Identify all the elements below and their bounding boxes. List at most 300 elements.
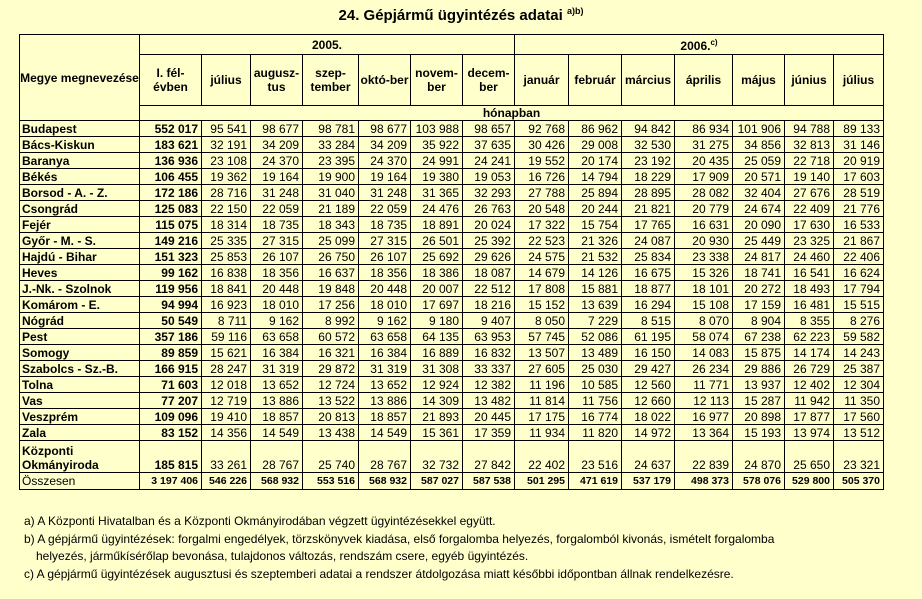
month-value: 22 839 [675, 441, 733, 473]
county-name: Csongrád [20, 201, 140, 217]
month-value: 568 932 [359, 473, 411, 490]
month-value: 16 675 [622, 265, 675, 281]
month-value: 13 482 [463, 393, 515, 409]
month-value: 34 209 [251, 137, 303, 153]
month-value: 25 853 [202, 249, 251, 265]
month-value: 8 711 [202, 313, 251, 329]
month-value: 17 697 [411, 297, 463, 313]
month-value: 11 196 [515, 377, 569, 393]
month-value: 19 362 [202, 169, 251, 185]
half-year-value: 71 603 [140, 377, 202, 393]
half-year-value: 149 216 [140, 233, 202, 249]
month-value: 31 146 [834, 137, 884, 153]
month-value: 16 541 [785, 265, 834, 281]
month-value: 18 343 [303, 217, 359, 233]
month-value: 505 370 [834, 473, 884, 490]
month-value: 20 445 [463, 409, 515, 425]
month-value: 18 022 [622, 409, 675, 425]
month-header-2006-0: január [515, 55, 569, 106]
month-value: 498 373 [675, 473, 733, 490]
month-value: 20 448 [359, 281, 411, 297]
month-value: 18 216 [463, 297, 515, 313]
month-value: 25 030 [569, 361, 622, 377]
month-value: 63 658 [251, 329, 303, 345]
month-value: 24 370 [251, 153, 303, 169]
month-value: 17 877 [785, 409, 834, 425]
month-value: 67 238 [733, 329, 785, 345]
month-value: 33 284 [303, 137, 359, 153]
month-value: 16 624 [834, 265, 884, 281]
month-value: 12 018 [202, 377, 251, 393]
month-value: 8 992 [303, 313, 359, 329]
month-value: 17 175 [515, 409, 569, 425]
month-value: 13 974 [785, 425, 834, 441]
month-value: 24 476 [411, 201, 463, 217]
month-value: 18 386 [411, 265, 463, 281]
month-value: 13 522 [303, 393, 359, 409]
month-value: 8 355 [785, 313, 834, 329]
month-value: 18 314 [202, 217, 251, 233]
month-value: 25 387 [834, 361, 884, 377]
month-value: 16 774 [569, 409, 622, 425]
half-year-value: 83 152 [140, 425, 202, 441]
county-name: Központi Okmányiroda [20, 441, 140, 473]
month-value: 23 321 [834, 441, 884, 473]
month-header-2006-6: július [834, 55, 884, 106]
month-value: 35 922 [411, 137, 463, 153]
month-value: 8 904 [733, 313, 785, 329]
month-value: 9 162 [359, 313, 411, 329]
month-value: 12 719 [202, 393, 251, 409]
half-year-value: 109 096 [140, 409, 202, 425]
county-name: Bács-Kiskun [20, 137, 140, 153]
footnote-a: a) A Központi Hivatalban és a Központi Okmányirodában végzett ügyintézésekkel együtt. [24, 514, 496, 528]
month-value: 27 605 [515, 361, 569, 377]
table-row [20, 441, 884, 473]
month-value: 61 195 [622, 329, 675, 345]
month-value: 24 370 [359, 153, 411, 169]
half-year-value: 552 017 [140, 121, 202, 137]
table-row [20, 473, 884, 490]
footnotes [24, 513, 774, 583]
month-value: 19 552 [515, 153, 569, 169]
county-name: Szabolcs - Sz.-B. [20, 361, 140, 377]
month-value: 29 872 [303, 361, 359, 377]
county-name: Baranya [20, 153, 140, 169]
month-value: 32 813 [785, 137, 834, 153]
month-value: 17 322 [515, 217, 569, 233]
month-value: 17 159 [733, 297, 785, 313]
month-value: 25 740 [303, 441, 359, 473]
table-row [20, 345, 884, 361]
month-value: 95 541 [202, 121, 251, 137]
table-row [20, 409, 884, 425]
month-header-2005-2: szep-tember [303, 55, 359, 106]
month-value: 14 174 [785, 345, 834, 361]
county-name: Győr - M. - S. [20, 233, 140, 249]
month-value: 23 395 [303, 153, 359, 169]
county-name: Vas [20, 393, 140, 409]
month-header-2005-1: augusz-tus [251, 55, 303, 106]
month-value: 32 404 [733, 185, 785, 201]
month-value: 17 794 [834, 281, 884, 297]
county-header: Megye megnevezése [20, 35, 140, 121]
month-value: 12 382 [463, 377, 515, 393]
month-value: 13 652 [251, 377, 303, 393]
table-row [20, 393, 884, 409]
month-value: 7 229 [569, 313, 622, 329]
month-value: 32 293 [463, 185, 515, 201]
table-row [20, 329, 884, 345]
month-value: 18 741 [733, 265, 785, 281]
month-value: 13 652 [359, 377, 411, 393]
month-value: 14 549 [251, 425, 303, 441]
month-value: 9 407 [463, 313, 515, 329]
month-value: 24 575 [515, 249, 569, 265]
month-value: 17 256 [303, 297, 359, 313]
month-value: 18 891 [411, 217, 463, 233]
county-name: Pest [20, 329, 140, 345]
month-value: 18 356 [251, 265, 303, 281]
month-header-2005-4: novem-ber [411, 55, 463, 106]
month-value: 20 448 [251, 281, 303, 297]
month-value: 28 082 [675, 185, 733, 201]
month-value: 22 523 [515, 233, 569, 249]
month-value: 13 364 [675, 425, 733, 441]
half-year-value: 89 859 [140, 345, 202, 361]
month-value: 25 449 [733, 233, 785, 249]
month-value: 12 113 [675, 393, 733, 409]
month-value: 31 308 [411, 361, 463, 377]
month-value: 29 427 [622, 361, 675, 377]
half-year-value: 185 815 [140, 441, 202, 473]
month-value: 24 991 [411, 153, 463, 169]
month-value: 11 820 [569, 425, 622, 441]
month-value: 26 763 [463, 201, 515, 217]
month-value: 24 674 [733, 201, 785, 217]
month-value: 98 781 [303, 121, 359, 137]
month-value: 11 814 [515, 393, 569, 409]
month-value: 25 059 [733, 153, 785, 169]
month-value: 27 788 [515, 185, 569, 201]
half-year-value: 77 207 [140, 393, 202, 409]
month-value: 568 932 [251, 473, 303, 490]
month-value: 587 027 [411, 473, 463, 490]
month-value: 18 841 [202, 281, 251, 297]
month-value: 13 886 [251, 393, 303, 409]
month-value: 17 603 [834, 169, 884, 185]
county-name: Fejér [20, 217, 140, 233]
month-value: 26 729 [785, 361, 834, 377]
month-value: 27 315 [251, 233, 303, 249]
month-value: 19 164 [359, 169, 411, 185]
table-row [20, 201, 884, 217]
half-year-value: 115 075 [140, 217, 202, 233]
month-value: 29 886 [733, 361, 785, 377]
month-value: 15 875 [733, 345, 785, 361]
month-value: 29 008 [569, 137, 622, 153]
month-value: 28 716 [202, 185, 251, 201]
month-value: 37 635 [463, 137, 515, 153]
half-year-value: 136 936 [140, 153, 202, 169]
month-value: 22 059 [359, 201, 411, 217]
county-name: Budapest [20, 121, 140, 137]
month-value: 15 152 [515, 297, 569, 313]
month-value: 16 294 [622, 297, 675, 313]
month-value: 18 857 [359, 409, 411, 425]
month-value: 26 501 [411, 233, 463, 249]
month-value: 13 489 [569, 345, 622, 361]
month-header-2006-2: március [622, 55, 675, 106]
month-value: 27 676 [785, 185, 834, 201]
month-value: 578 076 [733, 473, 785, 490]
month-value: 20 024 [463, 217, 515, 233]
month-value: 24 870 [733, 441, 785, 473]
month-value: 19 410 [202, 409, 251, 425]
unit-header: hónapban [140, 106, 884, 121]
month-value: 19 140 [785, 169, 834, 185]
month-value: 11 756 [569, 393, 622, 409]
table-row [20, 281, 884, 297]
month-value: 24 087 [622, 233, 675, 249]
half-year-value: 125 083 [140, 201, 202, 217]
county-name: Nógrád [20, 313, 140, 329]
month-value: 20 571 [733, 169, 785, 185]
month-value: 8 276 [834, 313, 884, 329]
month-header-2005-5: decem-ber [463, 55, 515, 106]
table-row [20, 169, 884, 185]
month-value: 94 788 [785, 121, 834, 137]
month-value: 98 677 [251, 121, 303, 137]
month-value: 13 512 [834, 425, 884, 441]
county-name: Veszprém [20, 409, 140, 425]
month-value: 22 512 [463, 281, 515, 297]
month-value: 18 735 [359, 217, 411, 233]
month-value: 24 817 [733, 249, 785, 265]
table-row [20, 185, 884, 201]
month-value: 20 898 [733, 409, 785, 425]
month-value: 18 877 [622, 281, 675, 297]
vehicle-admin-table [19, 34, 884, 490]
month-value: 21 821 [622, 201, 675, 217]
month-value: 18 735 [251, 217, 303, 233]
month-value: 60 572 [303, 329, 359, 345]
month-value: 20 435 [675, 153, 733, 169]
month-value: 16 923 [202, 297, 251, 313]
month-value: 15 193 [733, 425, 785, 441]
month-value: 18 356 [359, 265, 411, 281]
month-value: 32 191 [202, 137, 251, 153]
year-2006-header: 2006.$^{c)}$ [515, 35, 884, 55]
month-value: 11 771 [675, 377, 733, 393]
month-value: 26 107 [251, 249, 303, 265]
month-value: 10 585 [569, 377, 622, 393]
footnote-c: c) A gépjármű ügyintézések augusztusi és szeptemberi adatai a rendszer átdolgozása miatt későbbi időpontban állnak rendelkezésre. [24, 566, 734, 581]
half-year-value: 50 549 [140, 313, 202, 329]
month-value: 24 241 [463, 153, 515, 169]
month-value: 22 402 [515, 441, 569, 473]
month-value: 18 229 [622, 169, 675, 185]
month-value: 18 010 [359, 297, 411, 313]
month-value: 16 726 [515, 169, 569, 185]
month-value: 19 053 [463, 169, 515, 185]
month-value: 14 243 [834, 345, 884, 361]
month-value: 25 099 [303, 233, 359, 249]
county-name: Hajdú - Bihar [20, 249, 140, 265]
month-value: 16 889 [411, 345, 463, 361]
month-value: 14 356 [202, 425, 251, 441]
month-value: 23 338 [675, 249, 733, 265]
month-value: 24 460 [785, 249, 834, 265]
month-value: 15 515 [834, 297, 884, 313]
month-value: 21 189 [303, 201, 359, 217]
month-value: 16 481 [785, 297, 834, 313]
table-row [20, 297, 884, 313]
month-value: 16 384 [359, 345, 411, 361]
month-value: 9 162 [251, 313, 303, 329]
month-value: 12 660 [622, 393, 675, 409]
month-value: 13 886 [359, 393, 411, 409]
month-value: 11 350 [834, 393, 884, 409]
month-value: 15 108 [675, 297, 733, 313]
month-value: 16 637 [303, 265, 359, 281]
table-row [20, 121, 884, 137]
month-value: 14 309 [411, 393, 463, 409]
half-year-value: 94 994 [140, 297, 202, 313]
month-value: 26 234 [675, 361, 733, 377]
month-value: 15 621 [202, 345, 251, 361]
month-value: 15 754 [569, 217, 622, 233]
month-value: 33 337 [463, 361, 515, 377]
footnote-b: b) A gépjármű ügyintézések: forgalmi engedélyek, törzskönyvek kiadása, első forgalomba helyezés, forgalomból kivonás, ismételt forgalomba [24, 531, 775, 546]
month-value: 28 767 [251, 441, 303, 473]
month-value: 57 745 [515, 329, 569, 345]
month-value: 15 361 [411, 425, 463, 441]
county-name: J.-Nk. - Szolnok [20, 281, 140, 297]
month-value: 553 516 [303, 473, 359, 490]
month-value: 25 335 [202, 233, 251, 249]
month-value: 12 560 [622, 377, 675, 393]
month-value: 63 658 [359, 329, 411, 345]
month-header-2006-4: május [733, 55, 785, 106]
month-value: 16 150 [622, 345, 675, 361]
county-name: Komárom - E. [20, 297, 140, 313]
month-value: 17 909 [675, 169, 733, 185]
month-value: 21 776 [834, 201, 884, 217]
month-value: 14 679 [515, 265, 569, 281]
month-value: 22 718 [785, 153, 834, 169]
month-value: 9 180 [411, 313, 463, 329]
month-value: 86 934 [675, 121, 733, 137]
month-value: 62 223 [785, 329, 834, 345]
month-value: 21 326 [569, 233, 622, 249]
month-value: 31 248 [251, 185, 303, 201]
page-title: 24. Gépjármű ügyintézés adatai $^{a)b)}$ [338, 6, 584, 24]
month-value: 14 794 [569, 169, 622, 185]
month-value: 19 380 [411, 169, 463, 185]
month-value: 21 867 [834, 233, 884, 249]
table-row [20, 233, 884, 249]
table-row [20, 425, 884, 441]
month-value: 28 247 [202, 361, 251, 377]
month-value: 21 893 [411, 409, 463, 425]
month-value: 14 126 [569, 265, 622, 281]
month-value: 22 406 [834, 249, 884, 265]
month-value: 17 765 [622, 217, 675, 233]
month-value: 529 800 [785, 473, 834, 490]
month-value: 20 930 [675, 233, 733, 249]
month-value: 20 272 [733, 281, 785, 297]
month-value: 8 515 [622, 313, 675, 329]
month-value: 103 988 [411, 121, 463, 137]
month-value: 20 813 [303, 409, 359, 425]
month-value: 20 007 [411, 281, 463, 297]
half-year-header: I. fél-évben [140, 55, 202, 106]
month-value: 20 548 [515, 201, 569, 217]
month-value: 18 101 [675, 281, 733, 297]
county-name: Zala [20, 425, 140, 441]
month-value: 92 768 [515, 121, 569, 137]
month-value: 32 732 [411, 441, 463, 473]
month-value: 18 087 [463, 265, 515, 281]
month-value: 16 321 [303, 345, 359, 361]
month-value: 22 409 [785, 201, 834, 217]
month-value: 32 530 [622, 137, 675, 153]
month-value: 63 953 [463, 329, 515, 345]
table-row [20, 249, 884, 265]
month-value: 25 692 [411, 249, 463, 265]
half-year-value: 99 162 [140, 265, 202, 281]
month-value: 15 287 [733, 393, 785, 409]
month-value: 13 438 [303, 425, 359, 441]
county-name: Borsod - A. - Z. [20, 185, 140, 201]
month-value: 26 750 [303, 249, 359, 265]
month-value: 17 630 [785, 217, 834, 233]
half-year-value: 151 323 [140, 249, 202, 265]
month-value: 31 275 [675, 137, 733, 153]
month-value: 25 650 [785, 441, 834, 473]
month-value: 31 040 [303, 185, 359, 201]
month-value: 94 842 [622, 121, 675, 137]
month-header-2005-0: július [202, 55, 251, 106]
month-value: 20 174 [569, 153, 622, 169]
half-year-value: 183 621 [140, 137, 202, 153]
month-value: 8 070 [675, 313, 733, 329]
month-value: 19 848 [303, 281, 359, 297]
month-value: 28 519 [834, 185, 884, 201]
month-value: 15 881 [569, 281, 622, 297]
table-row [20, 153, 884, 169]
month-value: 98 657 [463, 121, 515, 137]
month-header-2006-5: június [785, 55, 834, 106]
month-value: 34 209 [359, 137, 411, 153]
month-header-2005-3: októ-ber [359, 55, 411, 106]
month-value: 27 315 [359, 233, 411, 249]
month-value: 24 637 [622, 441, 675, 473]
month-value: 59 582 [834, 329, 884, 345]
month-value: 19 900 [303, 169, 359, 185]
month-value: 501 295 [515, 473, 569, 490]
month-value: 98 677 [359, 121, 411, 137]
half-year-value: 119 956 [140, 281, 202, 297]
month-value: 18 493 [785, 281, 834, 297]
month-value: 23 192 [622, 153, 675, 169]
month-value: 23 325 [785, 233, 834, 249]
month-value: 16 631 [675, 217, 733, 233]
month-value: 537 179 [622, 473, 675, 490]
month-value: 12 724 [303, 377, 359, 393]
footnote-b-cont: helyezés, járműkísérőlap bevonása, tulajdonos változás, rendszám csere, egyéb ügyintézés. [36, 549, 529, 563]
